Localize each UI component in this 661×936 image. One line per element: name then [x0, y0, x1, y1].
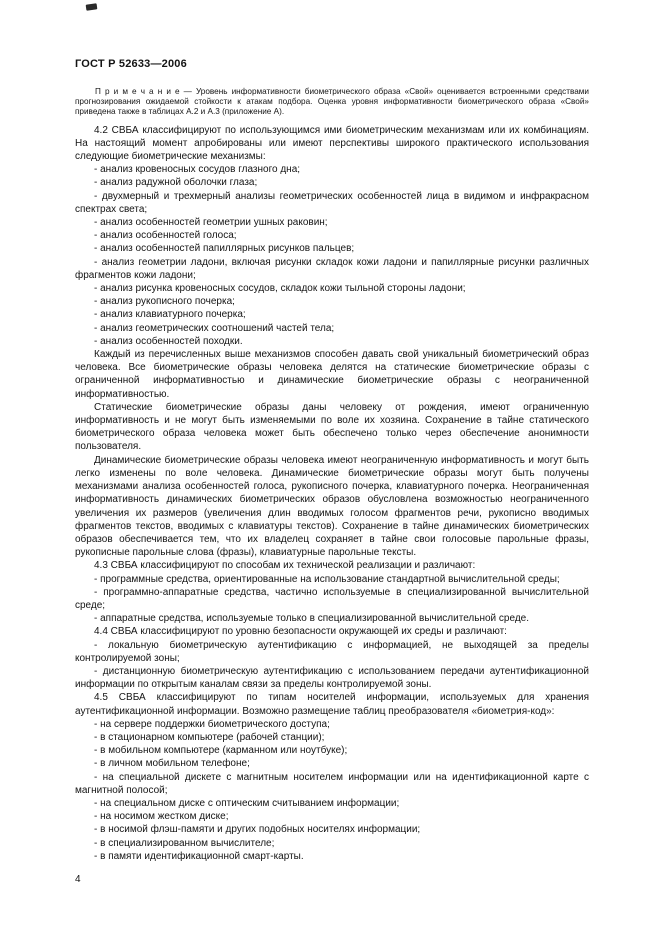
list-item: - анализ рисунка кровеносных сосудов, складок кожи тыльной стороны ладони;: [94, 283, 466, 295]
content-blocks: [75, 124, 589, 863]
note-paragraph: П р и м е ч а н и е — Уровень информативности биометрического образа «Свой» оценивается встроенными средствами прогнозирования ожидаемой стойкости к атакам подбора. Оценка уровня информативности биометрического образа «Свой» приведена также в таблицах А.2 и А.3 (приложение А).: [75, 87, 589, 117]
list-item: - анализ особенностей голоса;: [94, 230, 237, 242]
paragraph: 4.3 СВБА классифицируют по способам их технической реализации и различают:: [94, 560, 476, 572]
doc-number-header: ГОСТ Р 52633—2006: [75, 58, 187, 70]
list-item: - анализ особенностей папиллярных рисунков пальцев;: [94, 243, 355, 255]
list-item: - дистанционную биометрическую аутентификацию с использованием передачи аутентификационной информации по открытым каналам связи за пределы контролируемой зоны.: [75, 665, 589, 691]
list-item: - анализ особенностей геометрии ушных раковин;: [94, 217, 328, 229]
list-item: - двухмерный и трехмерный анализы геометрических особенностей лица в видимом и инфракрасном спектрах света;: [75, 190, 589, 215]
list-item: - на сервере поддержки биометрического доступа;: [94, 718, 330, 730]
list-item: - в носимой флэш-памяти и других подобных носителях информации;: [94, 824, 421, 836]
list-item: - локальную биометрическую аутентификацию с информацией, не выходящей за пределы контролируемой зоны;: [75, 639, 589, 664]
paragraph: Динамические биометрические образы человека имеют неограниченную информативность и могут быть легко изменены по воле человека. Динамические биометрические образы могут быть получены механизмами анализа особенностей голоса, рукописного почерка, клавиатурного почерка. Неограниченная информативность динамических биометрических образов обусловлена возможностью неограниченного увеличения их размеров (увеличения длин вводимых голосом фрагментов речи, рукописно вводимых фрагментов текстов, вводимых с клавиатуры текстов). Сохранение в тайне динамических биометрических образов обеспечивается тем, что их владелец сохраняет в тайне свои голосовые парольные фразы, рукописные парольные слова (фразы), клавиатурные парольные тексты.: [75, 454, 589, 559]
list-item: - на специальной дискете с магнитным носителем информации или на идентификационной карте с магнитной полосой;: [75, 771, 589, 796]
list-item: - в специализированном вычислителе;: [94, 837, 275, 849]
paragraph: 4.4 СВБА классифицируют по уровню безопасности окружающей их среды и различают:: [94, 626, 507, 638]
list-item: - в мобильном компьютере (карманном или ноутбуке);: [94, 745, 348, 757]
paragraph: 4.5 СВБА классифицируют по типам носителей информации, используемых для хранения аутентификационной информации. Возможно размещение таблиц преобразователя «биометрия-код»:: [75, 692, 589, 717]
list-item: - анализ клавиатурного почерка;: [94, 309, 246, 321]
list-item: - анализ особенностей походки.: [94, 335, 243, 347]
list-item: - анализ кровеносных сосудов глазного дна;: [94, 164, 301, 176]
list-item: - анализ геометрии ладони, включая рисунки складок кожи ладони и папиллярные рисунки различных фрагментов кожи ладони;: [75, 256, 589, 281]
paragraph: Статические биометрические образы даны человеку от рождения, имеют ограниченную информативность и не могут быть изменяемыми по воле их хозяина. Сохранение в тайне статического биометрического образа человека может быть обеспечено только через обеспечение анонимности пользователя.: [75, 401, 589, 453]
list-item: - на специальном диске с оптическим считыванием информации;: [94, 797, 400, 809]
list-item: - программно-аппаратные средства, частично используемые в специализированной вычислительной среде;: [75, 586, 589, 611]
list-item: - в стационарном компьютере (рабочей станции);: [94, 731, 325, 743]
list-item: - в памяти идентификационной смарт-карты.: [94, 850, 304, 862]
list-item: - аппаратные средства, используемые только в специализированной вычислительной среде.: [94, 613, 529, 625]
paragraph: Каждый из перечисленных выше механизмов способен давать свой уникальный биометрический образ человека. Все биометрические образы человека делятся на статические биометрические образы с ограниченной информативностью и динамические биометрические образы с неограниченной информативностью.: [75, 349, 589, 400]
page-number: 4: [75, 874, 81, 885]
list-item: - анализ радужной оболочки глаза;: [94, 177, 258, 189]
list-item: - на носимом жестком диске;: [94, 811, 229, 823]
paragraph: 4.2 СВБА классифицируют по использующимся ими биометрическим механизмам или их комбинациям. На настоящий момент апробированы или имеют перспективы широкого практического использования следующие биометрические механизмы:: [75, 124, 589, 163]
list-item: - программные средства, ориентированные на использование стандартной вычислительной среды;: [94, 573, 560, 585]
list-item: - в личном мобильном телефоне;: [94, 758, 250, 770]
scan-artifact: [86, 3, 98, 10]
list-item: - анализ рукописного почерка;: [94, 296, 235, 308]
list-item: - анализ геометрических соотношений частей тела;: [94, 322, 335, 334]
